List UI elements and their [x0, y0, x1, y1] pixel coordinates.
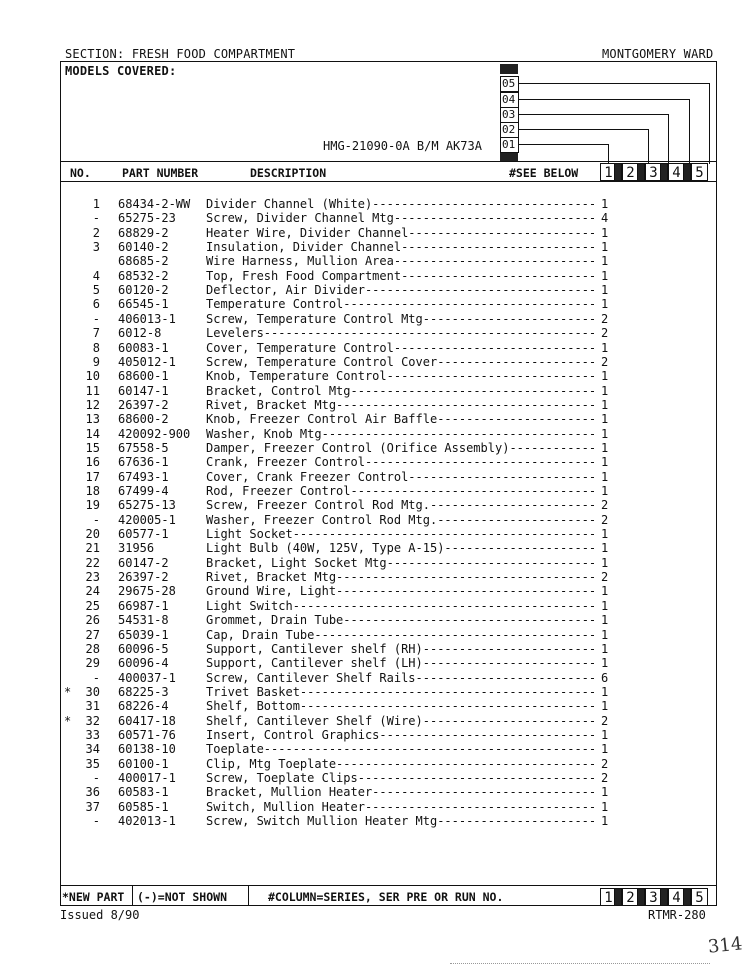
row-description: Deflector, Air Divider -----	[206, 283, 598, 297]
part-row	[60, 757, 620, 771]
row-item-number: 14	[85, 426, 100, 441]
row-quantity: 1	[601, 641, 609, 656]
row-part-number: 420092-900	[118, 426, 191, 441]
row-item-number: 4	[92, 268, 100, 283]
part-row	[60, 441, 620, 455]
row-quantity: 1	[601, 469, 609, 484]
row-description: Bracket, Mullion Heater -----	[206, 785, 598, 799]
row-description: Bracket, Control Mtg -----	[206, 384, 598, 398]
column-shade	[637, 163, 645, 181]
row-quantity: 2	[601, 570, 609, 585]
row-description: Levelers -----	[206, 326, 598, 340]
row-quantity: 2	[601, 498, 609, 513]
series-label-03: 03	[500, 107, 519, 123]
row-item-number: 32	[85, 713, 100, 728]
row-quantity: 1	[601, 369, 609, 384]
row-description: Ground Wire, Light -----	[206, 584, 598, 598]
col-header-no: NO.	[70, 166, 91, 180]
row-item-number: -	[92, 311, 100, 326]
row-description: Insert, Control Graphics -----	[206, 728, 598, 742]
column-shade	[660, 888, 668, 906]
row-description: Insulation, Divider Channel -----	[206, 240, 598, 254]
row-quantity: 1	[601, 799, 609, 814]
row-quantity: 1	[601, 440, 609, 455]
row-item-number: 21	[85, 541, 100, 556]
row-description: Temperature Control -----	[206, 297, 598, 311]
row-part-number: 68600-1	[118, 369, 169, 384]
row-quantity: 2	[601, 713, 609, 728]
footer-new-part: *NEW PART	[62, 890, 125, 904]
row-item-number: 18	[85, 484, 100, 498]
row-item-number: 31	[85, 699, 100, 714]
series-marker-bottom	[500, 153, 518, 161]
row-description: Clip, Mtg Toeplate -----	[206, 757, 598, 771]
row-quantity: 2	[601, 311, 609, 326]
part-row	[60, 412, 620, 426]
part-row	[60, 470, 620, 484]
row-part-number: 67499-4	[118, 484, 169, 498]
column-shade	[660, 163, 668, 181]
row-item-number: 10	[85, 369, 100, 384]
row-description: Rod, Freezer Control -----	[206, 484, 598, 498]
row-item-number: 26	[85, 613, 100, 628]
row-description: Bracket, Light Socket Mtg -----	[206, 556, 598, 570]
row-quantity: 2	[601, 771, 609, 785]
row-item-number: 25	[85, 598, 100, 613]
row-item-number: 30	[85, 684, 100, 699]
brand-name: MONTGOMERY WARD	[602, 47, 714, 61]
row-description: Cap, Drain Tube -----	[206, 628, 598, 642]
row-part-number: 60140-2	[118, 240, 169, 255]
row-part-number: 68434-2-WW	[118, 197, 191, 211]
row-part-number: 26397-2	[118, 570, 169, 585]
part-row	[60, 613, 620, 627]
row-description: Cover, Temperature Control -----	[206, 341, 598, 355]
bottom-rule	[450, 963, 710, 964]
row-part-number: 60096-4	[118, 656, 169, 671]
row-description: Light Socket -----	[206, 527, 598, 541]
row-part-number: 65275-23	[118, 211, 176, 226]
row-part-number: 31956	[118, 541, 155, 556]
row-quantity: 1	[601, 613, 609, 628]
row-item-number: 1	[92, 197, 100, 211]
row-description: Light Bulb (40W, 125V, Type A-15) -----	[206, 541, 598, 555]
row-part-number: 60096-5	[118, 641, 169, 656]
row-item-number: 6	[92, 297, 100, 312]
row-part-number: 68829-2	[118, 225, 169, 240]
part-row	[60, 728, 620, 742]
row-part-number: 65039-1	[118, 627, 169, 642]
row-part-number: 68225-3	[118, 684, 169, 699]
row-quantity: 6	[601, 670, 609, 685]
row-quantity: 1	[601, 283, 609, 298]
row-quantity: 1	[601, 814, 609, 829]
part-row	[60, 211, 620, 225]
part-row	[60, 312, 620, 326]
row-description: Knob, Freezer Control Air Baffle -----	[206, 412, 598, 426]
row-item-number: 27	[85, 627, 100, 642]
column-box-4: 4	[668, 163, 685, 181]
row-description: Screw, Switch Mullion Heater Mtg -----	[206, 814, 598, 828]
column-shade	[614, 163, 622, 181]
row-description: Divider Channel (White) -----	[206, 197, 598, 211]
row-item-number: 29	[85, 656, 100, 671]
part-row	[60, 714, 620, 728]
part-row	[60, 642, 620, 656]
col-header-part-number: PART NUMBER	[122, 166, 199, 180]
row-part-number: 60417-18	[118, 713, 176, 728]
part-row	[60, 326, 620, 340]
row-item-number: 9	[92, 354, 100, 369]
header-divider-bottom	[60, 181, 717, 182]
row-item-number: 24	[85, 584, 100, 599]
part-row	[60, 427, 620, 441]
row-description: Screw, Temperature Control Mtg -----	[206, 312, 598, 326]
part-row	[60, 584, 620, 598]
part-row	[60, 269, 620, 283]
series-label-02: 02	[500, 122, 519, 138]
row-item-number: 8	[92, 340, 100, 355]
models-covered-label: MODELS COVERED:	[65, 64, 177, 78]
row-description: Screw, Freezer Control Rod Mtg. -----	[206, 498, 598, 512]
row-part-number: 68226-4	[118, 699, 169, 714]
column-shade	[637, 888, 645, 906]
row-quantity: 1	[601, 484, 609, 498]
part-row	[60, 742, 620, 756]
row-description: Screw, Toeplate Clips -----	[206, 771, 598, 785]
part-row	[60, 656, 620, 670]
row-quantity: 1	[601, 225, 609, 240]
row-description: Crank, Freezer Control -----	[206, 455, 598, 469]
row-description: Top, Fresh Food Compartment -----	[206, 269, 598, 283]
part-row	[60, 814, 620, 828]
row-item-number: 28	[85, 641, 100, 656]
row-item-number: 16	[85, 455, 100, 470]
row-quantity: 1	[601, 699, 609, 714]
row-item-number: 37	[85, 799, 100, 814]
row-item-number: 15	[85, 440, 100, 455]
row-quantity: 1	[601, 742, 609, 757]
row-quantity: 2	[601, 354, 609, 369]
row-quantity: 1	[601, 785, 609, 800]
row-description: Switch, Mullion Heater -----	[206, 800, 598, 814]
row-item-number: 13	[85, 412, 100, 427]
row-part-number: 65275-13	[118, 498, 176, 513]
row-item-number: 5	[92, 283, 100, 298]
row-part-number: 67493-1	[118, 469, 169, 484]
series-marker	[500, 64, 518, 74]
part-row	[60, 384, 620, 398]
row-quantity: 1	[601, 426, 609, 441]
row-part-number: 6012-8	[118, 326, 162, 341]
row-part-number: 66545-1	[118, 297, 169, 312]
footer-column-box-4: 4	[668, 888, 685, 906]
row-quantity: 1	[601, 627, 609, 642]
part-row	[60, 355, 620, 369]
row-quantity: 1	[601, 397, 609, 412]
column-box-1: 1	[600, 163, 617, 181]
part-row	[60, 541, 620, 555]
document-code: RTMR-280	[648, 908, 706, 922]
footer-column-box-5: 5	[691, 888, 708, 906]
row-part-number: 60083-1	[118, 340, 169, 355]
row-quantity: 1	[601, 598, 609, 613]
row-part-number: 60585-1	[118, 799, 169, 814]
part-row	[60, 283, 620, 297]
row-part-number: 406013-1	[118, 311, 176, 326]
part-row	[60, 369, 620, 383]
row-part-number: 420005-1	[118, 512, 176, 527]
part-row	[60, 800, 620, 814]
row-description: Knob, Temperature Control -----	[206, 369, 598, 383]
row-item-number: 3	[92, 240, 100, 255]
row-description: Trivet Basket -----	[206, 685, 598, 699]
row-quantity: 1	[601, 268, 609, 283]
footer-separator	[132, 886, 133, 906]
row-part-number: 402013-1	[118, 814, 176, 829]
part-row	[60, 556, 620, 570]
row-item-number: 20	[85, 527, 100, 542]
row-item-number: 23	[85, 570, 100, 585]
row-quantity: 1	[601, 197, 609, 211]
row-quantity: 2	[601, 326, 609, 341]
part-row	[60, 341, 620, 355]
row-item-number: 17	[85, 469, 100, 484]
part-row	[60, 498, 620, 512]
row-quantity: 1	[601, 412, 609, 427]
row-description: Washer, Knob Mtg -----	[206, 427, 598, 441]
row-description: Light Switch -----	[206, 599, 598, 613]
row-part-number: 400017-1	[118, 771, 176, 785]
part-row	[60, 484, 620, 498]
column-shade	[683, 888, 691, 906]
row-quantity: 1	[601, 727, 609, 742]
row-quantity: 2	[601, 512, 609, 527]
row-quantity: 1	[601, 555, 609, 570]
row-part-number: 68600-2	[118, 412, 169, 427]
row-part-number: 26397-2	[118, 397, 169, 412]
row-part-number: 60147-2	[118, 555, 169, 570]
header-divider	[60, 161, 717, 162]
part-row	[60, 455, 620, 469]
part-row	[60, 226, 620, 240]
row-part-number: 400037-1	[118, 670, 176, 685]
row-quantity: 1	[601, 584, 609, 599]
row-part-number: 60577-1	[118, 527, 169, 542]
row-description: Rivet, Bracket Mtg -----	[206, 398, 598, 412]
column-box-5: 5	[691, 163, 708, 181]
issued-date: Issued 8/90	[60, 908, 140, 922]
part-row	[60, 785, 620, 799]
row-item-number: 35	[85, 756, 100, 771]
row-description: Support, Cantilever shelf (LH) -----	[206, 656, 598, 670]
column-box-3: 3	[645, 163, 662, 181]
row-description: Screw, Cantilever Shelf Rails -----	[206, 671, 598, 685]
footer-divider	[60, 885, 717, 886]
row-part-number: 68532-2	[118, 268, 169, 283]
row-description: Washer, Freezer Control Rod Mtg. -----	[206, 513, 598, 527]
col-header-see-below: #SEE BELOW	[509, 166, 579, 180]
row-description: Rivet, Bracket Mtg -----	[206, 570, 598, 584]
row-description: Wire Harness, Mullion Area -----	[206, 254, 598, 268]
row-part-number: 60120-2	[118, 283, 169, 298]
row-description: Shelf, Cantilever Shelf (Wire) -----	[206, 714, 598, 728]
row-quantity: 1	[601, 656, 609, 671]
row-part-number: 66987-1	[118, 598, 169, 613]
row-part-number: 54531-8	[118, 613, 169, 628]
row-item-number: 34	[85, 742, 100, 757]
column-shade	[683, 163, 691, 181]
row-description: Toeplate -----	[206, 742, 598, 756]
part-row	[60, 570, 620, 584]
footer-not-shown: (-)=NOT SHOWN	[137, 890, 228, 904]
row-item-number: -	[92, 211, 100, 226]
row-quantity: 1	[601, 541, 609, 556]
row-item-number: 2	[92, 225, 100, 240]
footer-column-box-1: 1	[600, 888, 617, 906]
row-description: Shelf, Bottom -----	[206, 699, 598, 713]
row-item-number: -	[92, 512, 100, 527]
col-header-description: DESCRIPTION	[250, 166, 327, 180]
row-description: Grommet, Drain Tube -----	[206, 613, 598, 627]
footer-column-box-2: 2	[622, 888, 639, 906]
column-shade	[614, 888, 622, 906]
part-row	[60, 599, 620, 613]
row-part-number: 68685-2	[118, 254, 169, 269]
row-quantity: 1	[601, 297, 609, 312]
row-quantity: 1	[601, 383, 609, 398]
row-quantity: 1	[601, 240, 609, 255]
row-item-number: 22	[85, 555, 100, 570]
row-item-number: 36	[85, 785, 100, 800]
row-item-number: 19	[85, 498, 100, 513]
row-description: Support, Cantilever shelf (RH) -----	[206, 642, 598, 656]
row-part-number: 60100-1	[118, 756, 169, 771]
part-row	[60, 671, 620, 685]
footer-separator	[248, 886, 249, 906]
row-part-number: 60147-1	[118, 383, 169, 398]
row-star-marker: *	[64, 684, 72, 699]
row-item-number: -	[92, 814, 100, 829]
row-part-number: 60571-76	[118, 727, 176, 742]
part-row	[60, 685, 620, 699]
row-description: Screw, Temperature Control Cover -----	[206, 355, 598, 369]
row-item-number: 12	[85, 397, 100, 412]
footer-column-box-3: 3	[645, 888, 662, 906]
handwritten-page-number: 314	[706, 933, 744, 958]
row-description: Cover, Crank Freezer Control -----	[206, 470, 598, 484]
part-row	[60, 699, 620, 713]
series-label-01: 01	[500, 137, 519, 153]
row-quantity: 1	[601, 455, 609, 470]
row-quantity: 1	[601, 684, 609, 699]
row-quantity: 1	[601, 527, 609, 542]
part-row	[60, 254, 620, 268]
row-part-number: 60138-10	[118, 742, 176, 757]
row-description: Damper, Freezer Control (Orifice Assembly) -----	[206, 441, 598, 455]
row-description: Heater Wire, Divider Channel -----	[206, 226, 598, 240]
model-number: HMG-21090-0A B/M AK73A	[323, 139, 482, 153]
row-star-marker: *	[64, 713, 72, 728]
row-item-number: -	[92, 670, 100, 685]
part-row	[60, 628, 620, 642]
row-description: Screw, Divider Channel Mtg -----	[206, 211, 598, 225]
part-row	[60, 527, 620, 541]
part-row	[60, 197, 620, 211]
row-item-number: -	[92, 771, 100, 785]
row-part-number: 60583-1	[118, 785, 169, 800]
part-row	[60, 240, 620, 254]
section-title: SECTION: FRESH FOOD COMPARTMENT	[65, 47, 296, 61]
row-quantity: 2	[601, 756, 609, 771]
row-item-number: 33	[85, 727, 100, 742]
row-part-number: 67558-5	[118, 440, 169, 455]
part-row	[60, 297, 620, 311]
series-label-04: 04	[500, 92, 519, 108]
row-part-number: 29675-28	[118, 584, 176, 599]
part-row	[60, 771, 620, 785]
row-quantity: 1	[601, 254, 609, 269]
row-quantity: 1	[601, 340, 609, 355]
row-quantity: 4	[601, 211, 609, 226]
column-box-2: 2	[622, 163, 639, 181]
series-label-05: 05	[500, 76, 519, 92]
row-item-number: 11	[85, 383, 100, 398]
row-item-number: 7	[92, 326, 100, 341]
part-row	[60, 513, 620, 527]
row-part-number: 405012-1	[118, 354, 176, 369]
row-part-number: 67636-1	[118, 455, 169, 470]
part-row	[60, 398, 620, 412]
footer-column-note: #COLUMN=SERIES, SER PRE OR RUN NO.	[268, 890, 504, 904]
